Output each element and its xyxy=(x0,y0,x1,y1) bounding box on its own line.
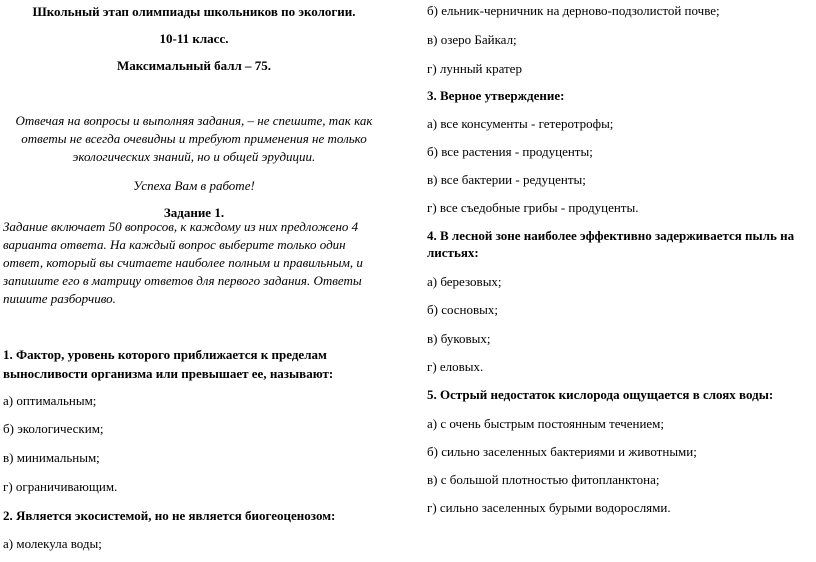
task-text-line-2: варианта ответа. На каждый вопрос выберите только один xyxy=(3,237,346,252)
task-text-line-1: Задание включает 50 вопросов, к каждому из них предложено 4 xyxy=(3,219,359,234)
q2-option-a: а) молекула воды; xyxy=(3,536,102,551)
q4-option-a: а) березовых; xyxy=(427,274,502,289)
intro-line-1: Отвечая на вопросы и выполняя задания, – не спешите, так как xyxy=(15,113,373,128)
task-text-line-5: пишите разборчиво. xyxy=(3,291,116,306)
q2-option-c: в) озеро Байкал; xyxy=(427,32,517,47)
task-title: Задание 1. xyxy=(163,205,225,220)
q5-option-d: г) сильно заселенных бурыми водорослями. xyxy=(427,500,671,515)
q1-option-c: в) минимальным; xyxy=(3,450,100,465)
question-2: 2. Является экосистемой, но не является биогеоценозом: xyxy=(3,508,336,523)
q2-option-d: г) лунный кратер xyxy=(427,61,522,76)
q4-option-d: г) еловых. xyxy=(427,359,484,374)
question-1-line-1: 1. Фактор, уровень которого приближается к пределам xyxy=(3,347,327,362)
question-3: 3. Верное утверждение: xyxy=(427,88,565,103)
q4-option-c: в) буковых; xyxy=(427,331,491,346)
good-luck-text: Успеха Вам в работе! xyxy=(133,178,255,193)
q1-option-a: а) оптимальным; xyxy=(3,393,97,408)
q1-option-d: г) ограничивающим. xyxy=(3,479,118,494)
task-text-line-4: запишите его в матрицу ответов для первого задания. Ответы xyxy=(3,273,362,288)
max-score: Максимальный балл – 75. xyxy=(116,58,272,73)
question-1-line-2: выносливости организма или превышает ее, называют: xyxy=(3,366,334,381)
question-4-line-2: листьях: xyxy=(427,245,479,260)
q5-option-c: в) с большой плотностью фитопланктона; xyxy=(427,472,660,487)
q3-option-d: г) все съедобные грибы - продуценты. xyxy=(427,200,639,215)
q1-option-b: б) экологическим; xyxy=(3,421,104,436)
intro-line-3: экологических знаний, но и общей эрудиции. xyxy=(72,149,316,164)
grade-label: 10-11 класс. xyxy=(159,31,229,46)
task-text-line-3: ответ, который вы считаете наиболее полным и правильным, и xyxy=(3,255,363,270)
q5-option-b: б) сильно заселенных бактериями и животными; xyxy=(427,444,697,459)
q3-option-a: а) все консументы - гетеротрофы; xyxy=(427,116,614,131)
question-4-line-1: 4. В лесной зоне наиболее эффективно задерживается пыль на xyxy=(427,228,795,243)
q3-option-c: в) все бактерии - редуценты; xyxy=(427,172,586,187)
q3-option-b: б) все растения - продуценты; xyxy=(427,144,593,159)
olympiad-title: Школьный этап олимпиады школьников по экологии. xyxy=(32,4,356,19)
question-5: 5. Острый недостаток кислорода ощущается в слоях воды: xyxy=(427,387,774,402)
q2-option-b: б) ельник-черничник на дерново-подзолистой почве; xyxy=(427,3,720,18)
q4-option-b: б) сосновых; xyxy=(427,302,498,317)
q5-option-a: а) с очень быстрым постоянным течением; xyxy=(427,416,665,431)
intro-line-2: ответы не всегда очевидны и требуют применения не только xyxy=(21,131,367,146)
